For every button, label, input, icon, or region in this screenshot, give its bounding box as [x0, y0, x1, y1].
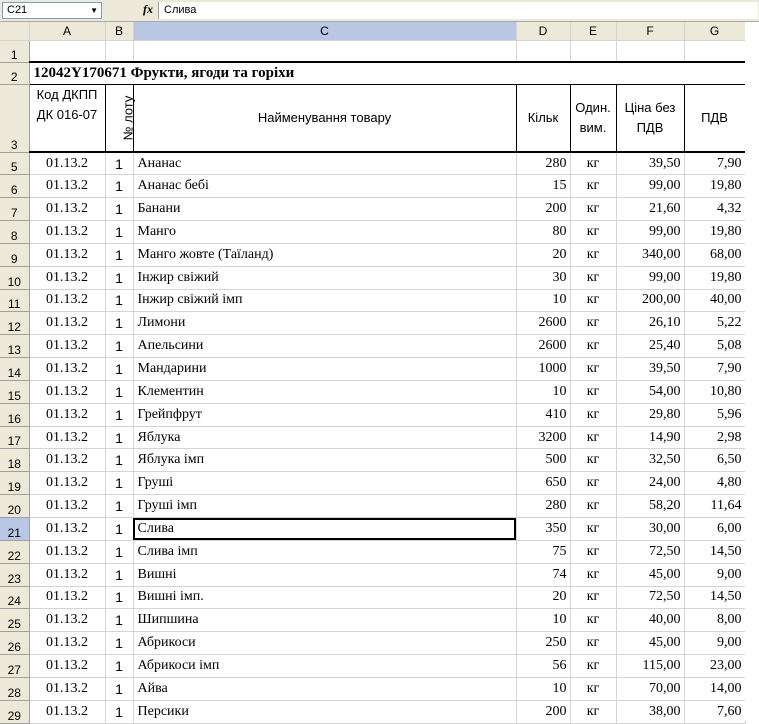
row-header[interactable]: 24: [0, 586, 29, 609]
cell-lot[interactable]: 1: [105, 518, 133, 541]
cell-vat[interactable]: 4,32: [684, 198, 745, 221]
cell-price[interactable]: 38,00: [616, 700, 684, 723]
cell-code[interactable]: 01.13.2: [29, 175, 105, 198]
row-header[interactable]: 17: [0, 426, 29, 449]
cell-vat[interactable]: 5,08: [684, 335, 745, 358]
cell-name[interactable]: Грейпфрут: [133, 403, 516, 426]
cell-qty[interactable]: 20: [516, 586, 570, 609]
cell-lot[interactable]: 1: [105, 677, 133, 700]
table-row: [0, 152, 745, 175]
header-unit[interactable]: Один. вим.: [570, 84, 616, 152]
cell-unit[interactable]: кг: [570, 289, 616, 312]
cell-price[interactable]: 32,50: [616, 449, 684, 472]
row-header[interactable]: 28: [0, 677, 29, 700]
cell-qty[interactable]: 75: [516, 540, 570, 563]
cell-code[interactable]: 01.13.2: [29, 335, 105, 358]
cell-price[interactable]: 70,00: [616, 677, 684, 700]
cell-code[interactable]: 01.13.2: [29, 449, 105, 472]
cell-lot[interactable]: 1: [105, 380, 133, 403]
function-icon[interactable]: fx: [143, 2, 153, 16]
cell-vat[interactable]: 68,00: [684, 243, 745, 266]
cell-code[interactable]: 01.13.2: [29, 540, 105, 563]
row-header[interactable]: 20: [0, 495, 29, 518]
row-header[interactable]: 12: [0, 312, 29, 335]
formula-input[interactable]: Слива: [158, 2, 758, 19]
table-row: [0, 380, 745, 403]
table-row: [0, 403, 745, 426]
section-title[interactable]: 12042Y170671 Фрукти, ягоди та горіхи: [29, 62, 745, 84]
table-row: [0, 175, 745, 198]
cell-code[interactable]: 01.13.2: [29, 518, 105, 541]
cell-code[interactable]: 01.13.2: [29, 586, 105, 609]
cell-qty[interactable]: 410: [516, 403, 570, 426]
cell-lot[interactable]: 1: [105, 289, 133, 312]
cell-vat[interactable]: 9,00: [684, 632, 745, 655]
cell-lot[interactable]: 1: [105, 632, 133, 655]
name-box-value: C21: [7, 4, 28, 16]
cell-name[interactable]: Груші: [133, 472, 516, 495]
cell-vat[interactable]: 8,00: [684, 609, 745, 632]
table-row: [0, 609, 745, 632]
table-row: [0, 472, 745, 495]
cell-code[interactable]: 01.13.2: [29, 700, 105, 723]
cell-unit[interactable]: кг: [570, 403, 616, 426]
cell-vat[interactable]: 4,80: [684, 472, 745, 495]
cell-code[interactable]: 01.13.2: [29, 289, 105, 312]
cell-qty[interactable]: 2600: [516, 312, 570, 335]
row-header[interactable]: 26: [0, 632, 29, 655]
table-row: [0, 563, 745, 586]
cell-code[interactable]: 01.13.2: [29, 609, 105, 632]
cell-qty[interactable]: 280: [516, 495, 570, 518]
cell-qty[interactable]: 30: [516, 266, 570, 289]
cell-qty[interactable]: 56: [516, 655, 570, 678]
cell[interactable]: [616, 40, 684, 62]
cell-code[interactable]: 01.13.2: [29, 563, 105, 586]
header-price[interactable]: Ціна без ПДВ: [616, 84, 684, 152]
cell-code[interactable]: 01.13.2: [29, 655, 105, 678]
chevron-down-icon[interactable]: ▼: [90, 6, 98, 15]
table-row: [0, 335, 745, 358]
cell-qty[interactable]: 250: [516, 632, 570, 655]
cell-name[interactable]: Інжир свіжий: [133, 266, 516, 289]
cell-unit[interactable]: кг: [570, 632, 616, 655]
column-header-selected[interactable]: C: [133, 22, 516, 40]
row-header[interactable]: 2: [0, 62, 29, 84]
cell-vat[interactable]: 9,00: [684, 563, 745, 586]
cell[interactable]: [570, 40, 616, 62]
table-row: [0, 677, 745, 700]
column-header[interactable]: E: [570, 22, 616, 40]
cell-name[interactable]: Мандарини: [133, 358, 516, 381]
cell-name[interactable]: Слива імп: [133, 540, 516, 563]
cell-vat[interactable]: 14,50: [684, 586, 745, 609]
cell-vat[interactable]: 14,50: [684, 540, 745, 563]
cell-lot[interactable]: 1: [105, 540, 133, 563]
cell-name[interactable]: Вишні: [133, 563, 516, 586]
cell-code[interactable]: 01.13.2: [29, 152, 105, 175]
row-header[interactable]: 22: [0, 540, 29, 563]
table-row: [0, 198, 745, 221]
active-cell-name[interactable]: Слива: [133, 518, 516, 541]
cell-price[interactable]: 45,00: [616, 632, 684, 655]
row-header[interactable]: 25: [0, 609, 29, 632]
cell-price[interactable]: 26,10: [616, 312, 684, 335]
window-edge: [745, 22, 759, 720]
cell-unit[interactable]: кг: [570, 335, 616, 358]
cell-unit[interactable]: кг: [570, 449, 616, 472]
cell-price[interactable]: 54,00: [616, 380, 684, 403]
cell-qty[interactable]: 74: [516, 563, 570, 586]
cell-qty[interactable]: 200: [516, 700, 570, 723]
cell-qty[interactable]: 80: [516, 221, 570, 244]
cell-vat[interactable]: 19,80: [684, 266, 745, 289]
cell-qty[interactable]: 10: [516, 289, 570, 312]
cell-lot[interactable]: 1: [105, 243, 133, 266]
cell[interactable]: [105, 40, 133, 62]
cell-price[interactable]: 58,20: [616, 495, 684, 518]
cell[interactable]: [29, 40, 105, 62]
cell[interactable]: [684, 40, 745, 62]
cell-lot[interactable]: 1: [105, 358, 133, 381]
title-row: [0, 62, 745, 84]
cell-price[interactable]: 45,00: [616, 563, 684, 586]
cell-unit[interactable]: кг: [570, 586, 616, 609]
cell-lot[interactable]: 1: [105, 655, 133, 678]
cell-unit[interactable]: кг: [570, 243, 616, 266]
header-code[interactable]: Код ДКПП ДК 016-07: [29, 84, 105, 152]
table-row: [0, 495, 745, 518]
cell-name[interactable]: Ананас: [133, 152, 516, 175]
cell-name[interactable]: Яблука: [133, 426, 516, 449]
cell-name[interactable]: Манго жовте (Таїланд): [133, 243, 516, 266]
select-all-corner[interactable]: [0, 22, 29, 40]
cell-unit[interactable]: кг: [570, 655, 616, 678]
cell-unit[interactable]: кг: [570, 312, 616, 335]
cell-code[interactable]: 01.13.2: [29, 495, 105, 518]
cell-qty[interactable]: 280: [516, 152, 570, 175]
cell-price[interactable]: 72,50: [616, 540, 684, 563]
cell-unit[interactable]: кг: [570, 152, 616, 175]
cell-code[interactable]: 01.13.2: [29, 198, 105, 221]
header-vat[interactable]: ПДВ: [684, 84, 745, 152]
cell-price[interactable]: 200,00: [616, 289, 684, 312]
cell-price[interactable]: 21,60: [616, 198, 684, 221]
cell-qty[interactable]: 3200: [516, 426, 570, 449]
cell-name[interactable]: Манго: [133, 221, 516, 244]
row-header[interactable]: 10: [0, 266, 29, 289]
cell-unit[interactable]: кг: [570, 221, 616, 244]
cell-qty[interactable]: 500: [516, 449, 570, 472]
cell-vat[interactable]: 6,50: [684, 449, 745, 472]
cell-code[interactable]: 01.13.2: [29, 403, 105, 426]
cell-lot[interactable]: 1: [105, 335, 133, 358]
cell-lot[interactable]: 1: [105, 609, 133, 632]
cell-qty[interactable]: 1000: [516, 358, 570, 381]
cell-unit[interactable]: кг: [570, 700, 616, 723]
header-lot-label: № лоту: [119, 95, 135, 141]
cell-name[interactable]: Клементин: [133, 380, 516, 403]
column-header[interactable]: A: [29, 22, 105, 40]
row-header[interactable]: 18: [0, 449, 29, 472]
cell-code[interactable]: 01.13.2: [29, 380, 105, 403]
column-header[interactable]: F: [616, 22, 684, 40]
cell-unit[interactable]: кг: [570, 609, 616, 632]
cell-unit[interactable]: кг: [570, 472, 616, 495]
cell-price[interactable]: 99,00: [616, 266, 684, 289]
cell-lot[interactable]: 1: [105, 403, 133, 426]
cell-code[interactable]: 01.13.2: [29, 358, 105, 381]
cell-price[interactable]: 40,00: [616, 609, 684, 632]
cell-price[interactable]: 72,50: [616, 586, 684, 609]
header-name[interactable]: Найменування товару: [133, 84, 516, 152]
cell-code[interactable]: 01.13.2: [29, 266, 105, 289]
cell-name[interactable]: Лимони: [133, 312, 516, 335]
header-qty[interactable]: Кільк: [516, 84, 570, 152]
cell-unit[interactable]: кг: [570, 426, 616, 449]
cell-vat[interactable]: 7,60: [684, 700, 745, 723]
cell-unit[interactable]: кг: [570, 175, 616, 198]
cell-unit[interactable]: кг: [570, 266, 616, 289]
cell-name[interactable]: Шипшина: [133, 609, 516, 632]
row-header[interactable]: 19: [0, 472, 29, 495]
table-row: [0, 358, 745, 381]
cell-name[interactable]: Персики: [133, 700, 516, 723]
cell-unit[interactable]: кг: [570, 495, 616, 518]
cell-price[interactable]: 99,00: [616, 175, 684, 198]
cell-name[interactable]: Вишні імп.: [133, 586, 516, 609]
cell-unit[interactable]: кг: [570, 563, 616, 586]
cell-lot[interactable]: 1: [105, 700, 133, 723]
row-1: [0, 40, 745, 62]
cell-name[interactable]: Банани: [133, 198, 516, 221]
cell-vat[interactable]: 5,96: [684, 403, 745, 426]
row-header[interactable]: 11: [0, 289, 29, 312]
table-row: [0, 312, 745, 335]
cell-price[interactable]: 24,00: [616, 472, 684, 495]
cell-vat[interactable]: 2,98: [684, 426, 745, 449]
cell-price[interactable]: 30,00: [616, 518, 684, 541]
table-row: [0, 221, 745, 244]
cell-lot[interactable]: 1: [105, 449, 133, 472]
column-header[interactable]: G: [684, 22, 745, 40]
cell-vat[interactable]: 6,00: [684, 518, 745, 541]
cell-unit[interactable]: кг: [570, 358, 616, 381]
row-header[interactable]: 3: [0, 84, 29, 152]
cell-vat[interactable]: 5,22: [684, 312, 745, 335]
cell-name[interactable]: Айва: [133, 677, 516, 700]
cell-name[interactable]: Апельсини: [133, 335, 516, 358]
cell-unit[interactable]: кг: [570, 198, 616, 221]
cell-code[interactable]: 01.13.2: [29, 677, 105, 700]
row-header[interactable]: 16: [0, 403, 29, 426]
cell-qty[interactable]: 15: [516, 175, 570, 198]
cell-lot[interactable]: 1: [105, 175, 133, 198]
cell-vat[interactable]: 19,80: [684, 221, 745, 244]
cell-lot[interactable]: 1: [105, 198, 133, 221]
spreadsheet-grid: [0, 22, 746, 724]
cell-unit[interactable]: кг: [570, 518, 616, 541]
cell-lot[interactable]: 1: [105, 312, 133, 335]
column-header[interactable]: B: [105, 22, 133, 40]
cell-qty[interactable]: 20: [516, 243, 570, 266]
cell-vat[interactable]: 10,80: [684, 380, 745, 403]
cell-name[interactable]: Абрикоси: [133, 632, 516, 655]
table-row: [0, 426, 745, 449]
table-header-row: [0, 84, 745, 152]
cell-qty[interactable]: 10: [516, 380, 570, 403]
cell-qty[interactable]: 10: [516, 677, 570, 700]
row-header[interactable]: 6: [0, 175, 29, 198]
table-row: [0, 655, 745, 678]
cell-price[interactable]: 39,50: [616, 152, 684, 175]
cell-qty[interactable]: 350: [516, 518, 570, 541]
cell-lot[interactable]: 1: [105, 152, 133, 175]
table-row: [0, 518, 745, 541]
row-header[interactable]: 9: [0, 243, 29, 266]
cell-name[interactable]: Ананас бебі: [133, 175, 516, 198]
table-row: [0, 266, 745, 289]
row-header[interactable]: 1: [0, 40, 29, 62]
cell-vat[interactable]: 19,80: [684, 175, 745, 198]
cell-lot[interactable]: 1: [105, 266, 133, 289]
column-header[interactable]: D: [516, 22, 570, 40]
cell-price[interactable]: 39,50: [616, 358, 684, 381]
cell-vat[interactable]: 7,90: [684, 358, 745, 381]
formula-bar: [0, 0, 759, 22]
row-header[interactable]: 13: [0, 335, 29, 358]
cell-price[interactable]: 115,00: [616, 655, 684, 678]
row-header[interactable]: 7: [0, 198, 29, 221]
cell-name[interactable]: Абрикоси імп: [133, 655, 516, 678]
cell-qty[interactable]: 200: [516, 198, 570, 221]
cell-lot[interactable]: 1: [105, 495, 133, 518]
row-header[interactable]: 27: [0, 655, 29, 678]
table-row: [0, 289, 745, 312]
table-row: [0, 540, 745, 563]
cell-name[interactable]: Інжир свіжий імп: [133, 289, 516, 312]
table-row: [0, 632, 745, 655]
cell-vat[interactable]: 7,90: [684, 152, 745, 175]
cell-code[interactable]: 01.13.2: [29, 426, 105, 449]
row-header[interactable]: 21: [0, 518, 29, 541]
cell-vat[interactable]: 23,00: [684, 655, 745, 678]
table-row: [0, 449, 745, 472]
cell-code[interactable]: 01.13.2: [29, 632, 105, 655]
cell-name[interactable]: Груші імп: [133, 495, 516, 518]
cell-price[interactable]: 25,40: [616, 335, 684, 358]
cell-unit[interactable]: кг: [570, 677, 616, 700]
cell-vat[interactable]: 14,00: [684, 677, 745, 700]
row-header[interactable]: 29: [0, 700, 29, 723]
row-header[interactable]: 5: [0, 152, 29, 175]
cell-name[interactable]: Яблука імп: [133, 449, 516, 472]
cell-code[interactable]: 01.13.2: [29, 472, 105, 495]
cell-code[interactable]: 01.13.2: [29, 312, 105, 335]
cell-lot[interactable]: 1: [105, 472, 133, 495]
cell-unit[interactable]: кг: [570, 380, 616, 403]
cell-qty[interactable]: 650: [516, 472, 570, 495]
cell-lot[interactable]: 1: [105, 563, 133, 586]
column-header-row: [0, 22, 745, 40]
cell-price[interactable]: 340,00: [616, 243, 684, 266]
cell-lot[interactable]: 1: [105, 221, 133, 244]
cell-lot[interactable]: 1: [105, 426, 133, 449]
header-lot[interactable]: [105, 84, 133, 152]
name-box[interactable]: [2, 2, 102, 19]
row-header[interactable]: 8: [0, 221, 29, 244]
cell-lot[interactable]: 1: [105, 586, 133, 609]
table-row: [0, 243, 745, 266]
row-header[interactable]: 14: [0, 358, 29, 381]
data-rows: [0, 152, 745, 723]
cell-qty[interactable]: 10: [516, 609, 570, 632]
table-row: [0, 700, 745, 723]
row-header[interactable]: 15: [0, 380, 29, 403]
cell-vat[interactable]: 40,00: [684, 289, 745, 312]
cell-unit[interactable]: кг: [570, 540, 616, 563]
table-row: [0, 586, 745, 609]
row-header[interactable]: 23: [0, 563, 29, 586]
cell-qty[interactable]: 2600: [516, 335, 570, 358]
cell[interactable]: [133, 40, 516, 62]
cell[interactable]: [516, 40, 570, 62]
cell-price[interactable]: 29,80: [616, 403, 684, 426]
cell-code[interactable]: 01.13.2: [29, 243, 105, 266]
cell-price[interactable]: 14,90: [616, 426, 684, 449]
cell-vat[interactable]: 11,64: [684, 495, 745, 518]
cell-price[interactable]: 99,00: [616, 221, 684, 244]
cell-code[interactable]: 01.13.2: [29, 221, 105, 244]
